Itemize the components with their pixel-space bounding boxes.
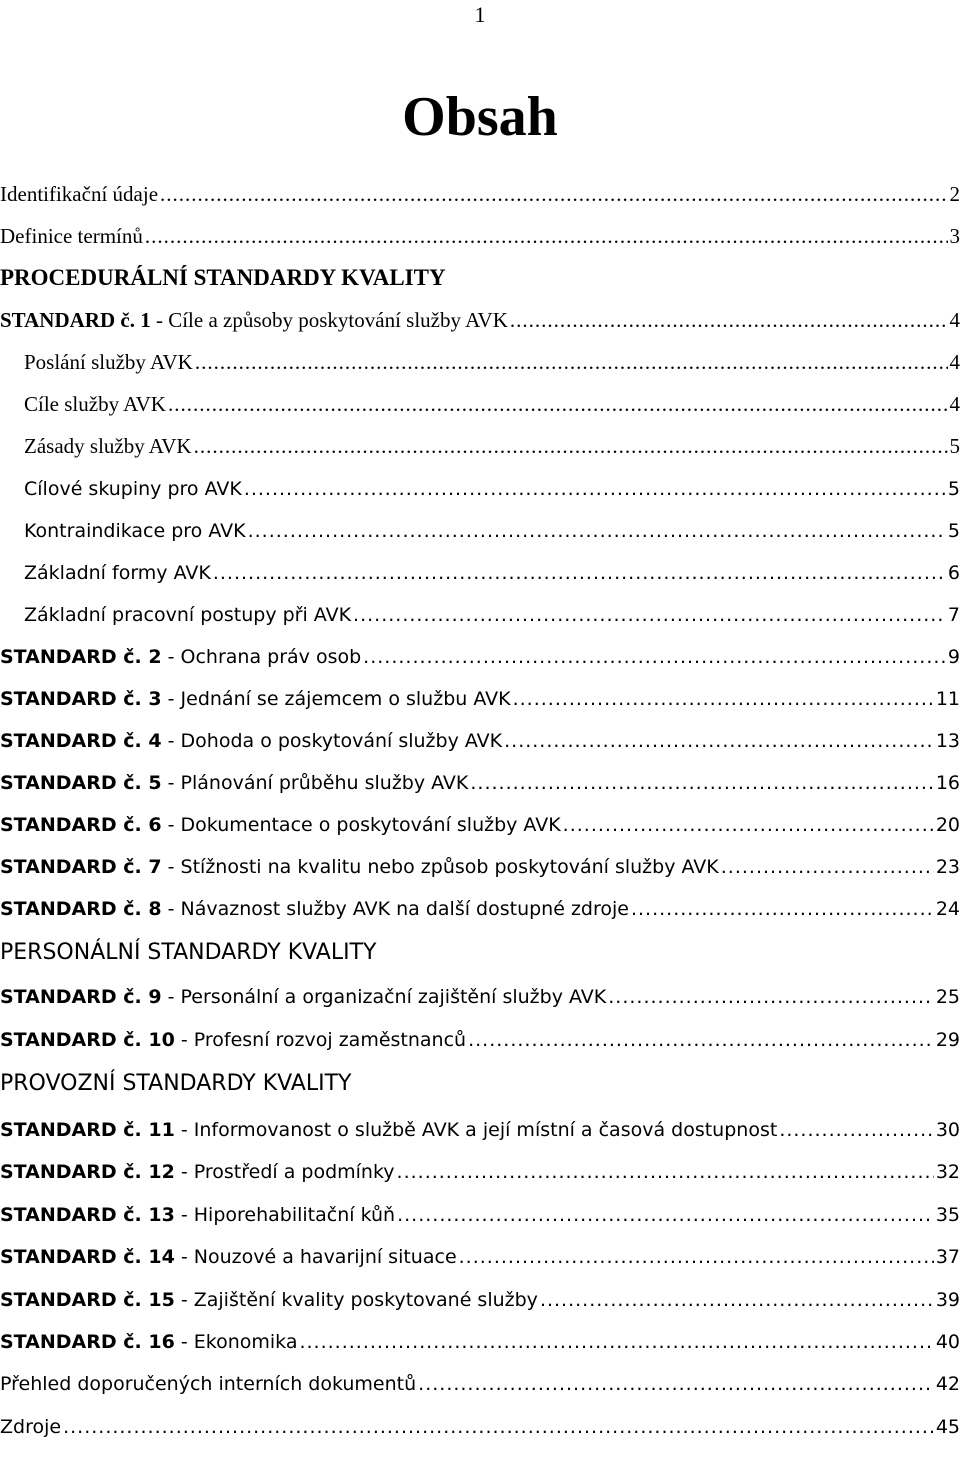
toc-entry-label: Zdroje: [0, 1416, 62, 1438]
page-title: Obsah: [402, 86, 558, 148]
toc-standard-title: - Stížnosti na kvalitu nebo způsob poskytování služby AVK: [161, 856, 719, 878]
toc-entry-page: 11: [935, 688, 960, 710]
toc-entry[interactable]: [0, 640, 960, 670]
toc-standard-title: - Hiporehabilitační kůň: [174, 1204, 396, 1226]
toc-entry[interactable]: [0, 1023, 960, 1053]
toc-standard-number: STANDARD č. 12: [0, 1161, 175, 1183]
toc-leader: [631, 896, 934, 922]
toc-leader: [459, 1244, 934, 1270]
toc-standard-title: - Prostředí a podmínky: [174, 1161, 395, 1183]
toc-entry-label: Kontraindikace pro AVK: [24, 520, 246, 542]
toc-standard-title: - Dokumentace o poskytování služby AVK: [161, 814, 561, 836]
toc-leader: [63, 1414, 934, 1440]
toc-standard-title: - Návaznost služby AVK na další dostupné zdroje: [161, 898, 629, 920]
toc-leader: [195, 349, 948, 375]
toc-entry[interactable]: [0, 1410, 960, 1440]
toc-leader: [721, 854, 934, 880]
toc-standard-title: - Dohoda o poskytování služby AVK: [161, 730, 503, 752]
toc-entry-label: Poslání služby AVK: [24, 350, 193, 374]
toc-entry-label: [0, 1287, 538, 1313]
toc-leader: [468, 1027, 934, 1053]
toc-standard-title: - Plánování průběhu služby AVK: [161, 772, 469, 794]
toc-entry[interactable]: [0, 808, 960, 838]
toc-entry[interactable]: [0, 1155, 960, 1185]
toc-standard-number: STANDARD č. 1: [0, 308, 151, 332]
toc-entry-page: 35: [935, 1204, 960, 1226]
toc-entry-label: [0, 1117, 777, 1143]
toc-section-heading[interactable]: [0, 1067, 960, 1097]
toc-entry-page: 3: [949, 224, 960, 248]
toc-entry-page: 37: [935, 1246, 960, 1268]
toc-leader: [213, 560, 946, 586]
toc-entry[interactable]: [0, 303, 960, 333]
toc-entry-label: [0, 1159, 395, 1185]
toc-standard-title: - Ochrana práv osob: [161, 646, 362, 668]
toc-standard-number: STANDARD č. 8: [0, 898, 162, 920]
toc-entry[interactable]: [0, 598, 960, 628]
toc-entry-label: [0, 644, 361, 670]
toc-entry[interactable]: [0, 556, 960, 586]
toc-entry-page: 39: [935, 1289, 960, 1311]
toc-entry-label: [0, 1027, 466, 1053]
toc-leader: [418, 1371, 934, 1397]
toc-entry[interactable]: [0, 345, 960, 375]
toc-leader: [397, 1202, 934, 1228]
toc-entry-page: 42: [935, 1373, 960, 1395]
toc-standard-number: STANDARD č. 14: [0, 1246, 175, 1268]
toc-leader: [168, 391, 948, 417]
toc-leader: [145, 223, 948, 249]
toc-entry-label: Identifikační údaje: [0, 182, 159, 206]
toc-entry-label: [0, 984, 606, 1010]
toc-standard-number: STANDARD č. 6: [0, 814, 162, 836]
toc-entry-page: 6: [947, 562, 960, 584]
toc-leader: [563, 812, 934, 838]
toc-entry-label: Základní formy AVK: [24, 562, 211, 584]
toc-entry-label: Základní pracovní postupy při AVK: [24, 604, 352, 626]
toc-entry[interactable]: [0, 472, 960, 502]
toc-leader: [513, 686, 934, 712]
toc-standard-title: - Jednání se zájemcem o službu AVK: [161, 688, 511, 710]
toc-entry-label: [0, 686, 511, 712]
toc-standard-number: STANDARD č. 15: [0, 1289, 175, 1311]
toc-standard-number: STANDARD č. 16: [0, 1331, 175, 1353]
toc-entry[interactable]: [0, 1325, 960, 1355]
toc-entry-page: 4: [949, 308, 960, 332]
toc-entry-label: [0, 1329, 297, 1355]
toc-standard-number: STANDARD č. 13: [0, 1204, 175, 1226]
toc-entry-page: 32: [935, 1161, 960, 1183]
toc-standard-title: - Profesní rozvoj zaměstnanců: [174, 1029, 467, 1051]
toc-leader: [779, 1117, 934, 1143]
toc-leader: [299, 1329, 933, 1355]
toc-standard-number: STANDARD č. 11: [0, 1119, 175, 1141]
toc-entry-page: 5: [947, 520, 960, 542]
toc-entry-page: 23: [935, 856, 960, 878]
toc-entry-label: Zásady služby AVK: [24, 434, 192, 458]
toc-section-heading[interactable]: [0, 936, 960, 966]
toc-entry-page: 4: [949, 350, 960, 374]
toc-standard-title: - Zajištění kvality poskytované služby: [174, 1289, 538, 1311]
toc-entry-label: Definice termínů: [0, 224, 143, 248]
toc-standard-title: - Nouzové a havarijní situace: [174, 1246, 457, 1268]
toc-entry[interactable]: [0, 980, 960, 1010]
toc-leader: [470, 770, 933, 796]
toc-entry[interactable]: [0, 1240, 960, 1270]
toc-standard-number: STANDARD č. 7: [0, 856, 162, 878]
toc-standard-title: - Ekonomika: [174, 1331, 298, 1353]
toc-entry-page: 7: [947, 604, 960, 626]
toc-entry-label: [0, 307, 508, 333]
toc-entry-page: 29: [935, 1029, 960, 1051]
toc-entry-label: [0, 1202, 395, 1228]
toc-entry[interactable]: [0, 850, 960, 880]
toc-standard-title: - Cíle a způsoby poskytování služby AVK: [150, 308, 508, 332]
toc-entry[interactable]: [0, 724, 960, 754]
toc-entry-label: [0, 812, 561, 838]
toc-section-heading[interactable]: [0, 261, 960, 291]
toc-entry[interactable]: [0, 1198, 960, 1228]
toc-standard-number: STANDARD č. 2: [0, 646, 162, 668]
toc-standard-title: - Personální a organizační zajištění služby AVK: [161, 986, 607, 1008]
toc-entry[interactable]: [0, 766, 960, 796]
toc-leader: [194, 433, 948, 459]
toc-leader: [244, 476, 946, 502]
toc-entry[interactable]: [0, 514, 960, 544]
toc-leader: [160, 181, 947, 207]
toc-entry-page: 13: [935, 730, 960, 752]
toc-standard-number: STANDARD č. 4: [0, 730, 162, 752]
toc-heading-label: PROCEDURÁLNÍ STANDARDY KVALITY: [0, 265, 446, 290]
toc-leader: [363, 644, 946, 670]
toc-entry-page: 4: [949, 392, 960, 416]
toc-entry-page: 20: [935, 814, 960, 836]
toc-standard-number: STANDARD č. 10: [0, 1029, 175, 1051]
toc-leader: [353, 602, 946, 628]
toc-entry-label: [0, 770, 468, 796]
toc-entry-page: 24: [935, 898, 960, 920]
toc-entry-label: [0, 728, 502, 754]
toc-entry-page: 45: [935, 1416, 960, 1438]
toc-entry-label: Cíle služby AVK: [24, 392, 166, 416]
toc-entry-label: Přehled doporučených interních dokumentů: [0, 1373, 417, 1395]
toc-standard-title: - Informovanost o službě AVK a její místní a časová dostupnost: [174, 1119, 778, 1141]
toc-entry-label: [0, 854, 719, 880]
toc-entry-label: [0, 896, 629, 922]
toc-entry-label: [0, 1244, 457, 1270]
page-number: 1: [474, 2, 486, 27]
toc-heading-label: PERSONÁLNÍ STANDARDY KVALITY: [0, 940, 377, 965]
toc-entry[interactable]: [0, 387, 960, 417]
toc-entry[interactable]: [0, 892, 960, 922]
toc-entry[interactable]: [0, 219, 960, 249]
toc-standard-number: STANDARD č. 5: [0, 772, 162, 794]
toc-leader: [248, 518, 946, 544]
toc-leader: [540, 1287, 934, 1313]
toc-standard-number: STANDARD č. 9: [0, 986, 162, 1008]
toc-entry-page: 16: [935, 772, 960, 794]
toc-entry[interactable]: [0, 1367, 960, 1397]
toc-entry-page: 25: [935, 986, 960, 1008]
toc-entry[interactable]: [0, 1113, 960, 1143]
toc-entry-label: Cílové skupiny pro AVK: [24, 478, 242, 500]
toc-entry-page: 5: [947, 478, 960, 500]
toc-entry-page: 30: [935, 1119, 960, 1141]
toc-entry-page: 40: [935, 1331, 960, 1353]
toc-entry[interactable]: [0, 682, 960, 712]
toc-entry[interactable]: [0, 177, 960, 207]
toc-entry[interactable]: [0, 429, 960, 459]
toc-leader: [504, 728, 934, 754]
toc-entry[interactable]: [0, 1283, 960, 1313]
toc-entry-page: 5: [949, 434, 960, 458]
toc-entry-page: 2: [949, 182, 960, 206]
toc-heading-label: PROVOZNÍ STANDARDY KVALITY: [0, 1071, 352, 1096]
toc-entry-page: 9: [947, 646, 960, 668]
toc-leader: [608, 984, 934, 1010]
toc-leader: [397, 1159, 934, 1185]
toc-standard-number: STANDARD č. 3: [0, 688, 162, 710]
toc-leader: [510, 307, 948, 333]
